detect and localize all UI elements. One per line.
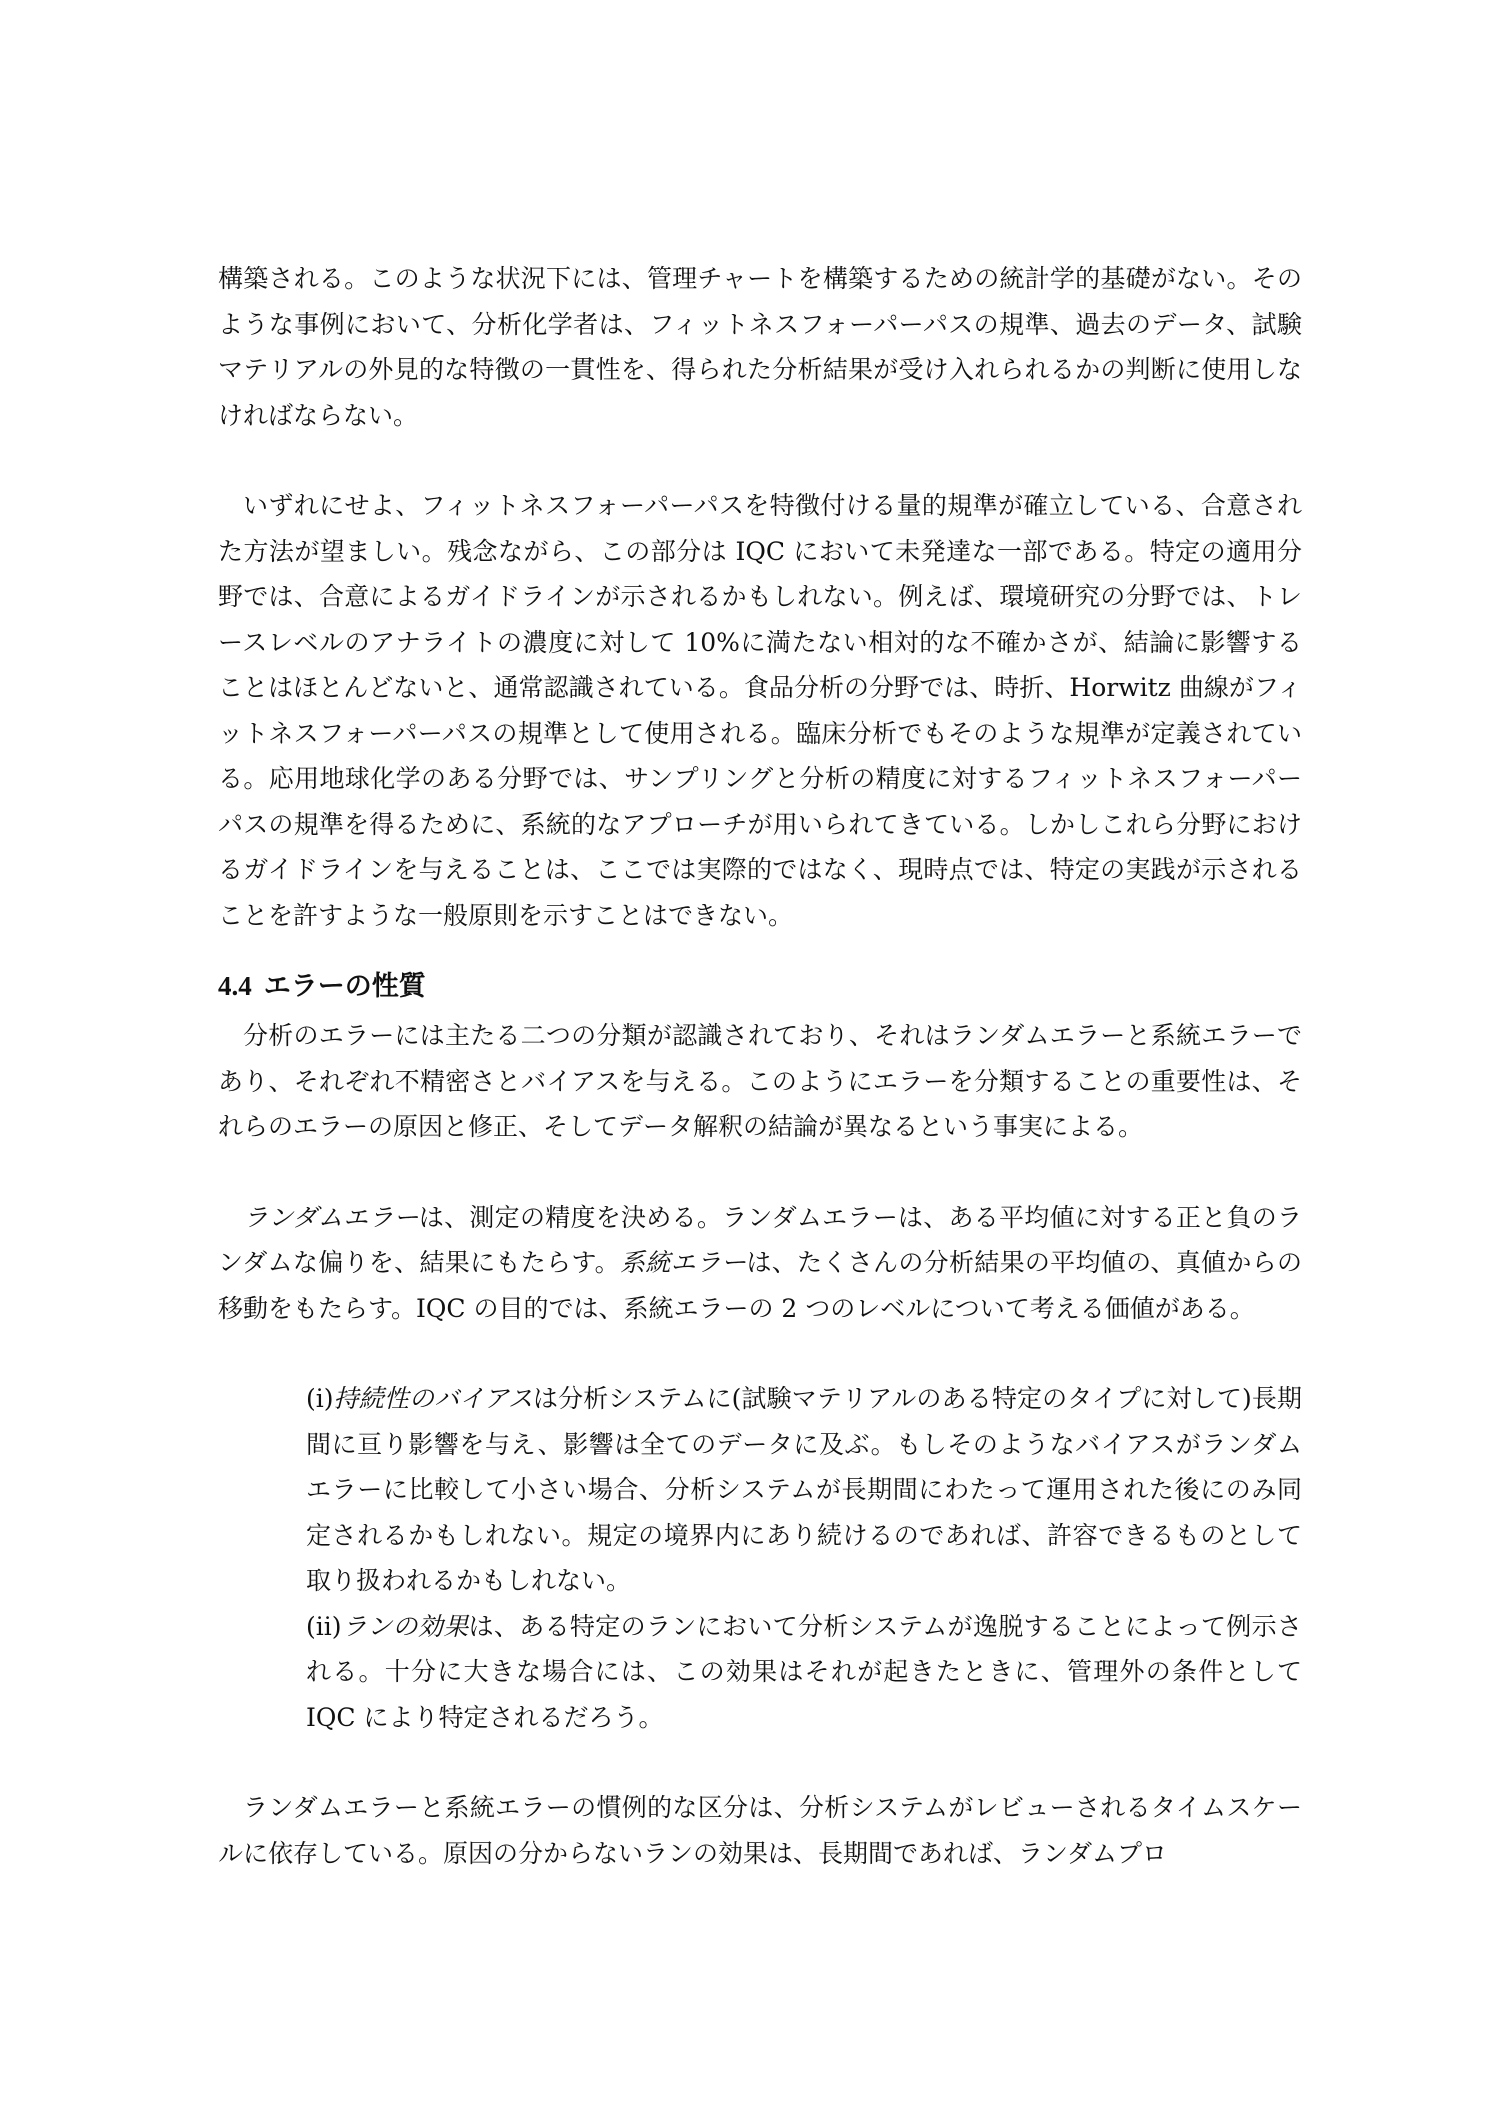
random-error-text: は、測定の精度を決める。ランダムエラーは、ある平均値に対する正と負のランダムな偏りを、結果にもたらす。 <box>218 1202 1302 1277</box>
section-number: 4.4 <box>218 971 252 1001</box>
paragraph-random-systematic <box>218 1195 1302 1332</box>
section-title: エラーの性質 <box>263 971 426 1002</box>
run-effect-text: は、ある特定のランにおいて分析システムが逸脱することによって例示される。十分に大きな場合には、この効果はそれが起きたときに、管理外の条件として IQC により特定されるだろう。 <box>306 1611 1302 1732</box>
paragraph-timescale: ランダムエラーと系統エラーの慣例的な区分は、分析システムがレビューされるタイムスケールに依存している。原因の分からないランの効果は、長期間であれば、ランダムプロ <box>218 1793 1302 1868</box>
list-marker: (i) <box>306 1384 334 1413</box>
paragraph-control-chart: 構築される。このような状況下には、管理チャートを構築するための統計学的基礎がない。そのような事例において、分析化学者は、フィットネスフォーパーパスの規準、過去のデータ、試験マテリアルの外見的な特徴の一貫性を、得られた分析結果が受け入れられるかの判断に使用しなければならない。 <box>218 264 1302 430</box>
list-marker: (ii) <box>306 1611 342 1641</box>
term-run-effect: ランの効果 <box>341 1611 469 1641</box>
list-item-persistent-bias <box>306 1376 1302 1604</box>
term-systematic-error: 系統エラー <box>619 1248 747 1277</box>
paragraph-error-classes: 分析のエラーには主たる二つの分類が認識されており、それはランダムエラーと系統エラーであり、それぞれ不精密さとバイアスを与える。このようにエラーを分類することの重要性は、それらのエラーの原因と修正、そしてデータ解釈の結論が異なるという事実による。 <box>218 1021 1302 1141</box>
section-heading <box>218 964 1302 1009</box>
document-page <box>218 256 1302 1876</box>
term-random-error: ランダムエラー <box>243 1202 419 1232</box>
list-item-run-effect <box>306 1604 1302 1741</box>
term-persistent-bias: 持続性のバイアス <box>333 1384 533 1413</box>
paragraph-fitness-for-purpose: いずれにせよ、フィットネスフォーパーパスを特徴付ける量的規準が確立している、合意された方法が望ましい。残念ながら、この部分は IQC において未発達な一部である。特定の適用分野では、合意によるガイドラインが示されるかもしれない。例えば、環境研究の分野では、トレースレベルのアナライトの濃度に対して 10%に満たない相対的な不確かさが、結論に影響することはほとんどないと、通常認識されている。食品分析の分野では、時折、Horwitz 曲線がフィットネスフォーパーパスの規準として使用される。臨床分析でもそのような規準が定義されている。応用地球化学のある分野では、サンプリングと分析の精度に対するフィットネスフォーパーパスの規準を得るために、系統的なアプローチが用いられてきている。しかしこれら分野におけるガイドラインを与えることは、ここでは実際的ではなく、現時点では、特定の実践が示されることを許すような一般原則を示すことはできない。 <box>218 491 1302 930</box>
error-levels-list <box>306 1376 1302 1740</box>
systematic-error-text: は、たくさんの分析結果の平均値の、真値からの移動をもたらす。IQC の目的では、系統エラーの 2 つのレベルについて考える価値がある。 <box>218 1248 1302 1323</box>
persistent-bias-text: は分析システムに(試験マテリアルのある特定のタイプに対して)長期間に亘り影響を与え、影響は全てのデータに及ぶ。もしそのようなバイアスがランダムエラーに比較して小さい場合、分析システムが長期間にわたって運用された後にのみ同定されるかもしれない。規定の境界内にあり続けるのであれば、許容できるものとして取り扱われるかもしれない。 <box>306 1384 1302 1595</box>
